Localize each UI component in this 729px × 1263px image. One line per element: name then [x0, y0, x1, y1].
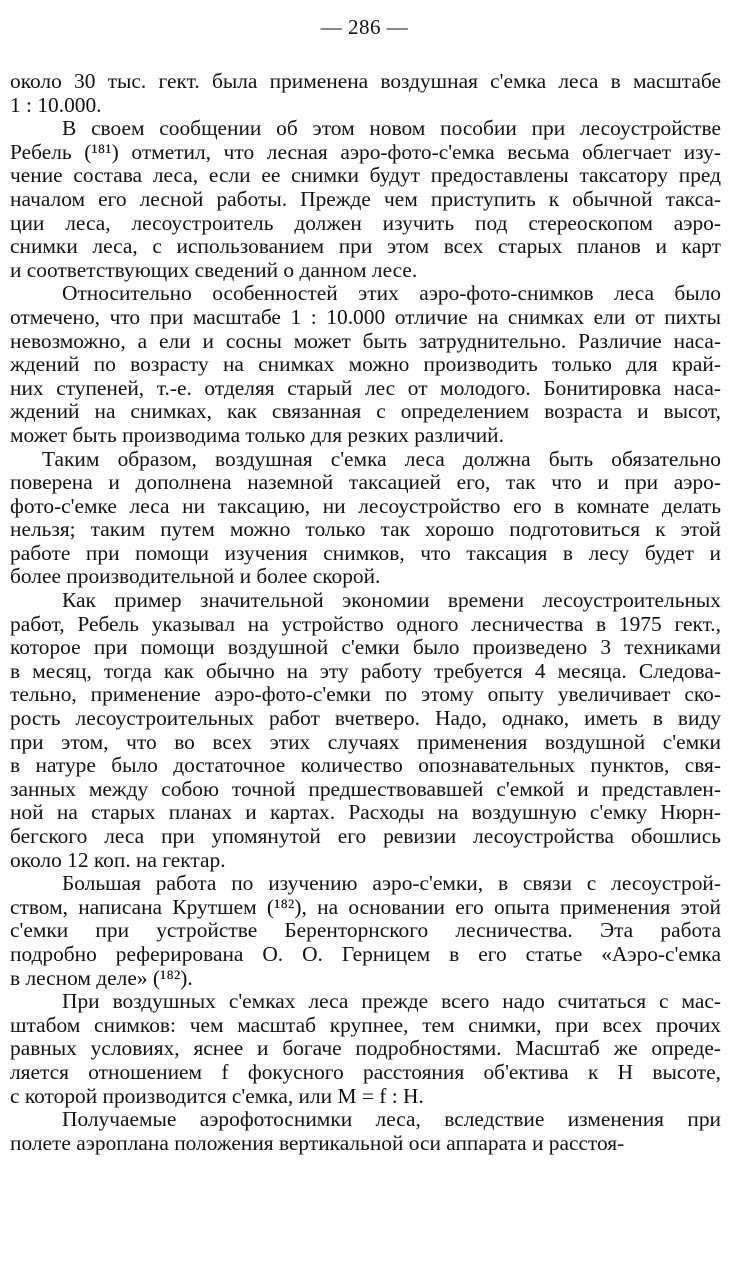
text-line: В своем сообщении об этом новом пособии при лесоустройстве	[62, 116, 721, 141]
text-line: ной на старых планах и картах. Расходы на воздушную с'емку Нюрн-	[10, 800, 721, 825]
paragraph	[10, 1108, 721, 1155]
text-line: равных условиях, яснее и богаче подробностями. Масштаб же опреде-	[10, 1036, 721, 1061]
text-line: подробно реферирована О. О. Герницем в его статье «Аэро-с'емка	[10, 941, 721, 966]
text-line: работе при помощи изучения снимков, что таксация в лесу будет и	[10, 540, 721, 565]
text-line: При воздушных с'емках леса прежде всего надо считаться с мас-	[62, 989, 721, 1014]
text-line: началом его лесной работы. Прежде чем приступить к обычной такса-	[10, 186, 721, 211]
text-line: 1 : 10.000.	[10, 92, 102, 117]
text-line: чение состава леса, если ее снимки будут предоставлены таксатору пред	[10, 163, 721, 188]
text-line: полете аэроплана положения вертикальной оси аппарата и расстоя-	[10, 1130, 625, 1155]
text-line: рость лесоустроительных работ вчетверо. Надо, однако, иметь в виду	[10, 706, 721, 731]
text-line: ждений по возрасту на снимках можно производить только для край-	[10, 352, 721, 377]
paragraph	[10, 872, 721, 990]
body-text	[10, 70, 721, 1155]
text-line: Получаемые аэрофотоснимки леса, вследствие изменения при	[62, 1107, 721, 1132]
paragraph	[10, 448, 721, 590]
text-line: тельно, применение аэро-фото-с'емки по этому опыту увеличивает ско-	[10, 682, 721, 707]
text-line: Большая работа по изучению аэро-с'емки, в связи с лесоустрой-	[62, 871, 721, 896]
text-line: в лесном деле» (¹⁸²).	[10, 965, 193, 990]
text-line: ции леса, лесоустроитель должен изучить под стереоскопом аэро-	[10, 210, 721, 235]
text-line: в месяц, тогда как обычно на эту работу требуется 4 месяца. Следова-	[10, 658, 721, 683]
text-line: с'емки при устройстве Беренторнского лесничества. Эта работа	[10, 918, 721, 943]
text-line: занных между собою точной предшествовавшей с'емкой и представлен-	[10, 776, 721, 801]
text-line: около 12 коп. на гектар.	[10, 847, 226, 872]
paragraph	[10, 117, 721, 282]
text-line: отмечено, что при масштабе 1 : 10.000 отличие на снимках ели от пихты	[10, 304, 721, 329]
text-line: которое при помощи воздушной с'емки было произведено 3 техниками	[10, 635, 721, 660]
text-line: Как пример значительной экономии времени лесоустроительных	[62, 588, 721, 613]
text-line: бегского леса при упомянутой его ревизии лесоустройства обошлись	[10, 824, 721, 848]
text-line: поверена и дополнена наземной таксацией его, так что и при аэро-	[10, 470, 721, 495]
text-line: и соответствующих сведений о данном лесе.	[10, 257, 418, 282]
text-line: около 30 тыс. гект. была применена воздушная с'емка леса в масштабе	[10, 69, 721, 93]
text-line: штабом снимков: чем масштаб крупнее, тем снимки, при всех прочих	[10, 1012, 721, 1037]
text-line: ляется отношением f фокусного расстояния об'ектива к Н высоте,	[10, 1059, 721, 1084]
text-line: снимки леса, с использованием при этом всех старых планов и карт	[10, 234, 721, 259]
text-line: Ребель (¹⁸¹) отметил, что лесная аэро-фото-с'емка весьма облегчает изу-	[10, 139, 721, 164]
text-line: нельзя; таким путем можно только так хорошо подготовиться к этой	[10, 517, 721, 542]
text-line: невозможно, а ели и сосны может быть затруднительно. Различие наса-	[10, 328, 721, 353]
text-line: Таким образом, воздушная с'емка леса должна быть обязательно	[42, 446, 721, 471]
text-line: ством, написана Крутшем (¹⁸²), на основании его опыта применения этой	[10, 894, 721, 919]
text-line: более производительной и более скорой.	[10, 564, 381, 589]
paragraph	[10, 589, 721, 872]
text-line: Относительно особенностей этих аэро-фото-снимков леса было	[62, 281, 721, 306]
text-line: фото-с'емке леса ни таксацию, ни лесоустройство его в комнате делать	[10, 493, 721, 518]
text-line: при этом, что во всех этих случаях применения воздушной с'емки	[10, 729, 721, 754]
paragraph	[10, 282, 721, 447]
text-line: в натуре было достаточное количество опознавательных пунктов, свя-	[10, 753, 721, 778]
text-line: ждений на снимках, как связанная с определением возраста и высот,	[10, 399, 721, 424]
paragraph	[10, 70, 721, 117]
text-line: них ступеней, т.-е. отделяя старый лес от молодого. Бонитировка наса-	[10, 375, 721, 400]
paragraph	[10, 990, 721, 1108]
text-line: с которой производится с'емка, или М = f : Н.	[10, 1083, 424, 1108]
text-line: работ, Ребель указывал на устройство одного лесничества в 1975 гект.,	[10, 611, 721, 636]
text-line: может быть производима только для резких различий.	[10, 422, 504, 447]
page-number: — 286 —	[320, 15, 409, 39]
